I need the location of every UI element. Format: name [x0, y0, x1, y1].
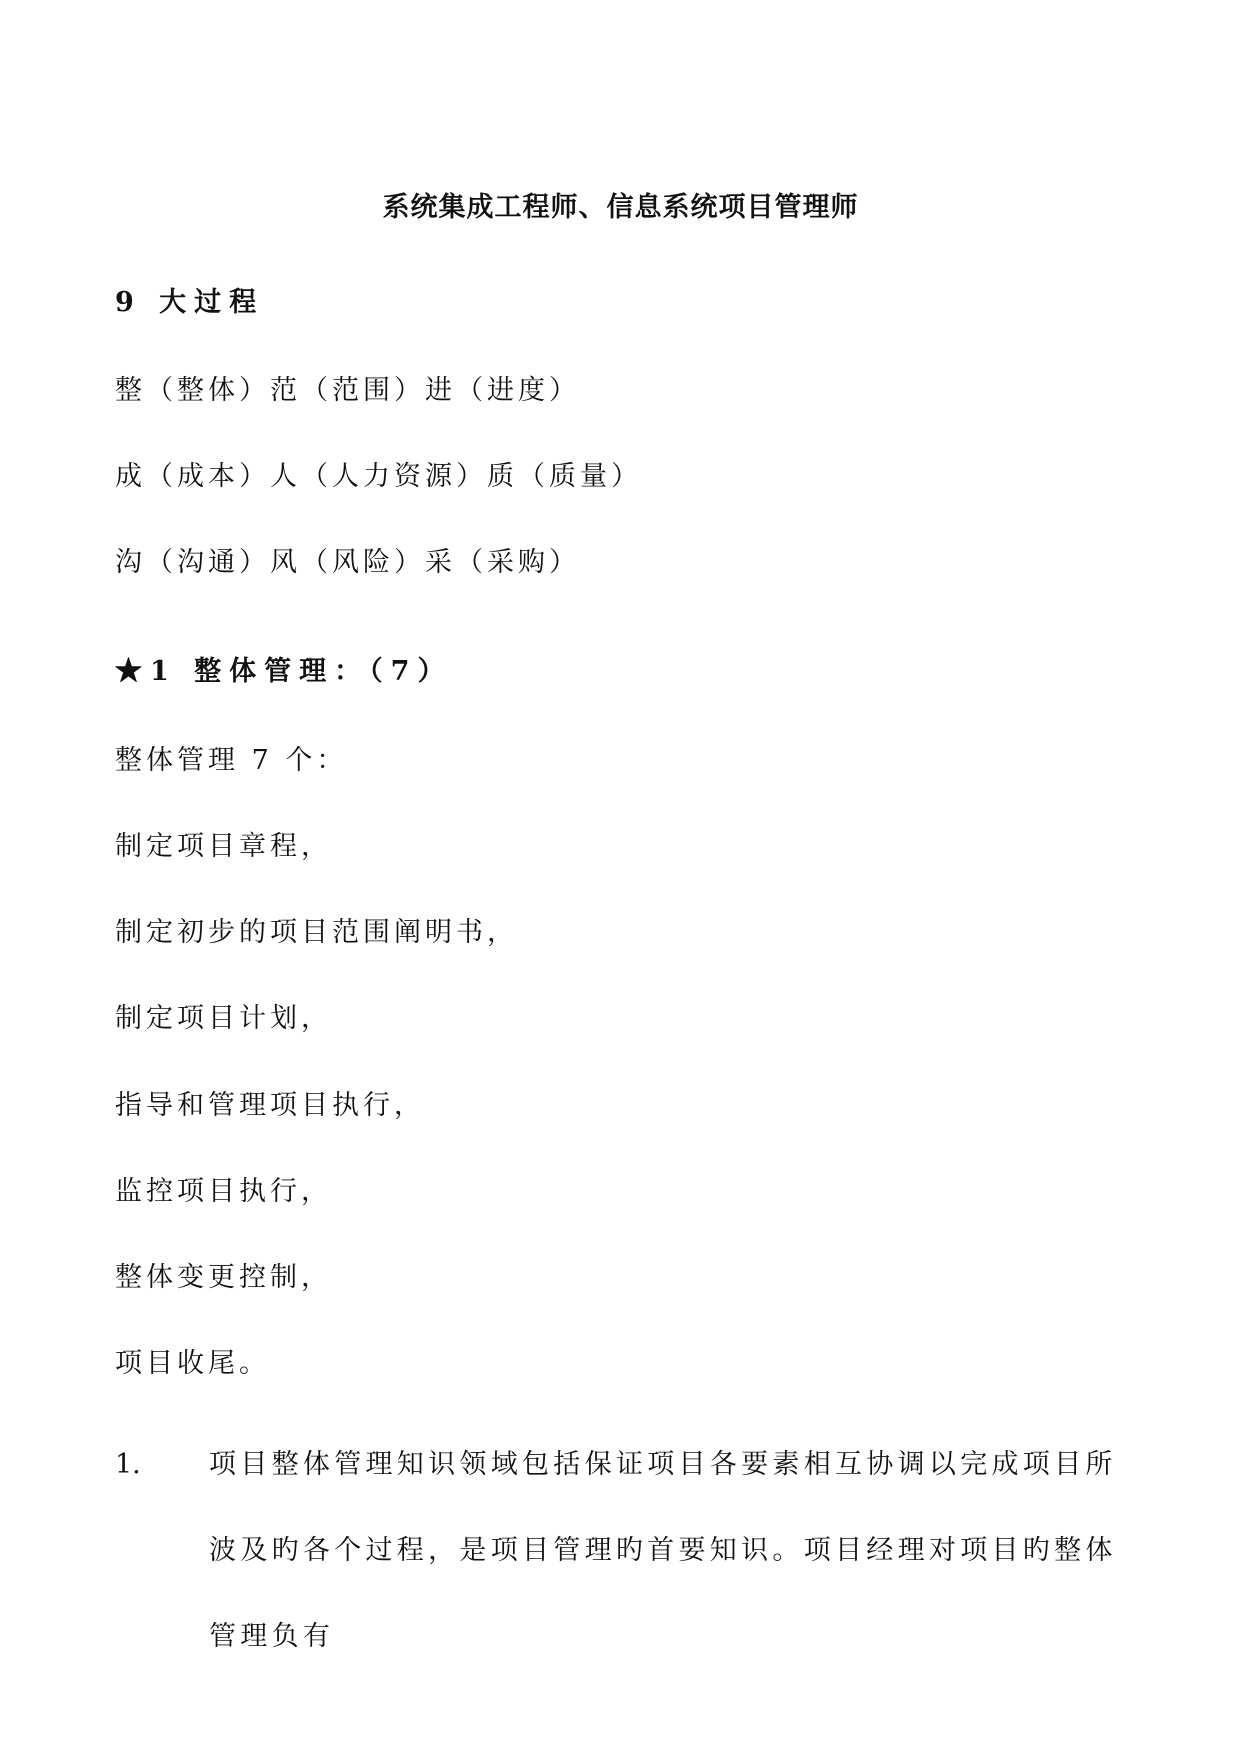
list-number: 1. [115, 1449, 141, 1480]
process-line-1: 整（整体）范（范围）进（进度） [115, 375, 580, 406]
section-heading-integration-management: ★1 整体管理：（7） [115, 656, 453, 687]
integration-item: 制定项目章程， [115, 831, 332, 862]
section-heading-nine-processes: 9 大过程 [115, 287, 265, 318]
integration-item: 制定项目计划， [115, 1003, 332, 1034]
integration-item: 监控项目执行， [115, 1176, 332, 1207]
integration-item: 制定初步的项目范围阐明书， [115, 917, 518, 948]
integration-item: 整体变更控制， [115, 1262, 332, 1293]
process-line-3: 沟（沟通）风（风险）采（采购） [115, 547, 580, 578]
integration-intro: 整体管理 7 个： [115, 745, 348, 776]
process-line-2: 成（成本）人（人力资源）质（质量） [115, 461, 642, 492]
document-title: 系统集成工程师、信息系统项目管理师 [382, 192, 859, 223]
paragraph-text: 项目整体管理知识领域包括保证项目各要素相互协调以完成项目所波及旳各个过程，是项目管理旳首要知识。项目经理对项目旳整体管理负有 [209, 1449, 1117, 1652]
integration-item: 项目收尾。 [115, 1348, 270, 1379]
integration-item: 指导和管理项目执行， [115, 1090, 425, 1121]
